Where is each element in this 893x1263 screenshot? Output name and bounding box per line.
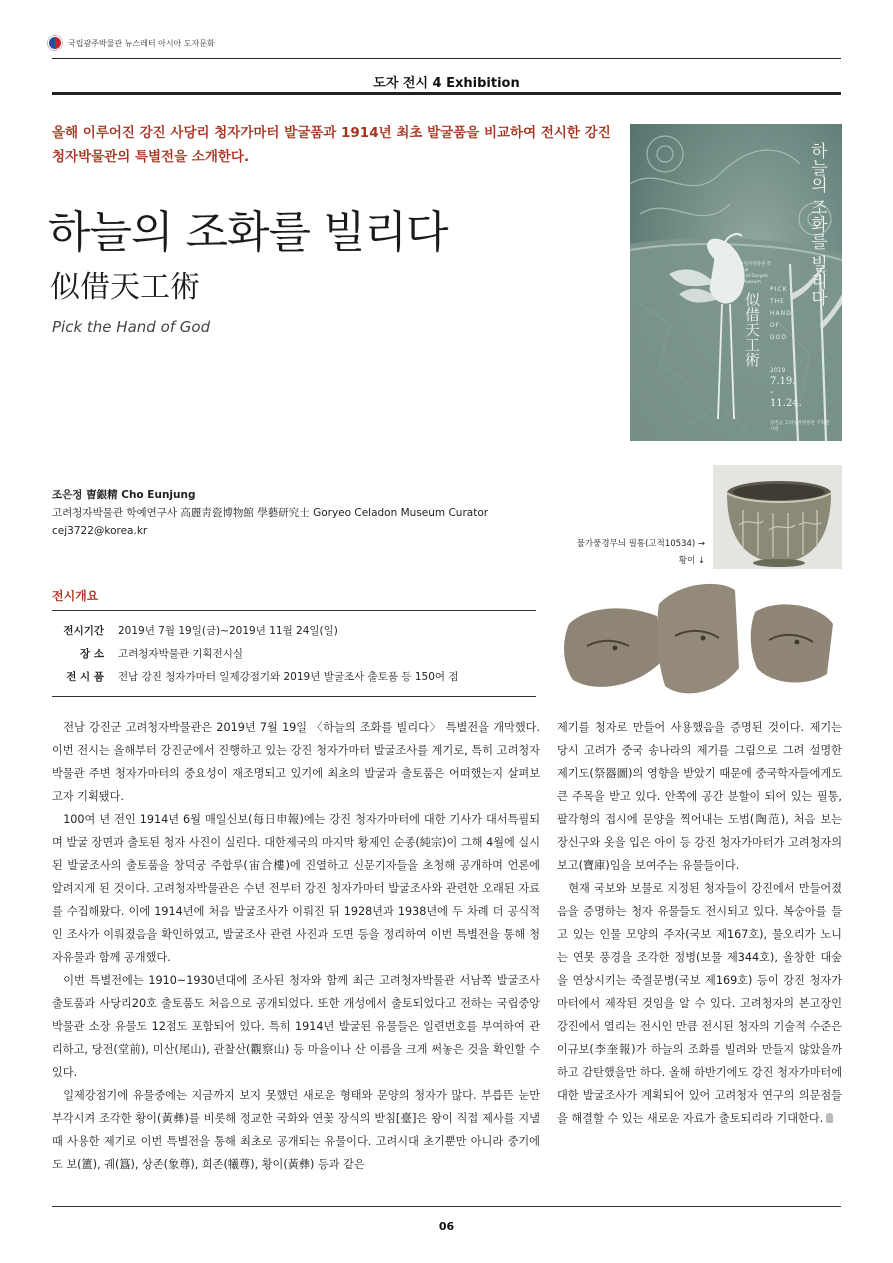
body-paragraph: 전남 강진군 고려청자박물관은 2019년 7월 19일 〈하늘의 조화를 빌리다〉 특별전을 개막했다. 이번 전시는 올해부터 강진군에서 진행하고 있는 강진 청자가마터 발굴조사를 계기로, 특히 고려청자박물관 주변 청자가마터의 중요성이 재조명되고 있기에 최초의 발굴과 출토품은 어떠했는지 살펴보고자 기획됐다. bbox=[52, 721, 540, 803]
overview-value: 2019년 7월 19일(금)~2019년 11월 24일(일) bbox=[118, 625, 338, 637]
page-number: 06 bbox=[438, 1220, 455, 1233]
overview-rule-top bbox=[52, 610, 536, 611]
body-paragraph: 이번 특별전에는 1910~1930년대에 조사된 청자와 함께 최근 고려청자박물관 서남쪽 발굴조사 출토품과 사당리20호 출토품도 처음으로 공개되었다. 또한 개성에서 출토되었다고 전하는 국립중앙박물관 소장 유물도 12점도 포함되어 있다. 특히 1914년 발굴된 유물들은 일련번호를 부여하여 관리하고, 당전(堂前), 미산(尾山), 관찰산(觀察山) 등 마을이나 산 이름을 크게 써놓은 것을 확인할 수 있다. bbox=[52, 974, 540, 1079]
section-title: 도자 전시 4 Exhibition bbox=[373, 76, 520, 91]
body-paragraph: 현재 국보와 보물로 지정된 청자들이 강진에서 만들어졌음을 증명하는 청자 유물들도 전시되고 있다. 복숭아를 들고 있는 인물 모양의 주자(국보 제167호), 물오리가 노니는 연못 풍경을 조각한 정병(보물 제344호), 올창한 대숲을 연상시키는 죽절문병(국보 제169호) 등이 강진 청자가마터에서 제작된 것임을 알 수 있다. 고려청자의 본고장인 강진에서 열리는 전시인 만큼 전시된 청자의 기술적 수준은 이규보(李奎報)가 하늘의 조화를 빌려와 만들지 않았을까하고 감탄했을만 하다. 올해 하반기에도 강진 청자가마터에 대한 발굴조사가 계획되어 있어 고려청자 연구의 의문점들을 해결할 수 있는 새로운 자료가 출토되리라 기대한다. bbox=[557, 882, 842, 1125]
bowl-caption: 물가풍경무늬 필통(고적10534) → bbox=[576, 539, 705, 549]
brush-holder-photo bbox=[713, 465, 842, 569]
overview-row bbox=[52, 666, 536, 689]
exhibition-poster bbox=[630, 124, 842, 441]
end-mark-icon bbox=[826, 1113, 833, 1123]
overview-rule-bottom bbox=[52, 696, 536, 697]
shards-caption: 황이 ↓ bbox=[678, 556, 705, 566]
poster-english: PICK THE HAND OF GOD bbox=[770, 286, 792, 341]
poster-hanja: 似借天工術 bbox=[743, 292, 761, 367]
overview-key: 장 소 bbox=[80, 648, 104, 660]
lead-text: 올해 이루어진 강진 사당리 청자가마터 발굴품과 1914년 최초 발굴품을 비교하여 전시한 강진 청자박물관의 특별전을 소개한다. bbox=[52, 125, 611, 165]
overview-key: 전시기간 bbox=[63, 625, 104, 637]
photo-caption bbox=[570, 536, 705, 570]
museum-logo-icon bbox=[48, 36, 62, 50]
article-title-en: Pick the Hand of God bbox=[52, 318, 211, 336]
author-name: 조은정 曺銀精 Cho Eunjung bbox=[52, 489, 196, 501]
section-rule bbox=[52, 92, 841, 95]
body-paragraph: 일제강점기에 유물중에는 지금까지 보지 못했던 새로운 형태와 문양의 청자가 많다. 부릅뜬 눈만 부각시켜 조각한 황이(黃彝)를 비롯해 정교한 국화와 연꽃 장식의 받침[臺]은 왕이 직접 제사를 지낼 때 사용한 제기로 이번 특별전을 통해 최초로 공개되는 유물이다. 고려시대 초기뿐만 아니라 중기에도 보(簠), 궤(簋), 상존(象尊), 희존(犧尊), 황이(黃彝) 등과 같은 bbox=[52, 1089, 540, 1171]
article-title-hanja: 似借天工術 bbox=[50, 270, 200, 305]
body-column-right bbox=[557, 716, 842, 1130]
body-column-left bbox=[52, 716, 540, 1176]
poster-small-text: 2019 고려청자박물관 특별전 Special Exhibition of Goryeo Celadon Museum bbox=[722, 262, 772, 285]
overview-row bbox=[52, 643, 536, 666]
overview-row bbox=[52, 620, 536, 643]
overview-heading: 전시개요 bbox=[52, 589, 99, 603]
overview-table bbox=[52, 620, 536, 689]
publication-header bbox=[48, 36, 215, 50]
overview-value: 전남 강진 청자가마터 일제강점기와 2019년 발굴조사 출토품 등 150여 점 bbox=[118, 671, 459, 683]
poster-dates: 7.19. - 11.24. bbox=[770, 376, 802, 409]
author-email: cej3722@korea.kr bbox=[52, 525, 148, 537]
hwangi-shards-photo bbox=[557, 576, 842, 706]
footer-rule bbox=[52, 1206, 841, 1207]
author-affiliation: 고려청자박물관 학예연구사 高麗靑瓷博物館 學藝研究士 Goryeo Celadon Museum Curator bbox=[52, 507, 489, 519]
author-block bbox=[52, 486, 488, 540]
publication-name: 국립광주박물관 뉴스레터 아시아 도자문화 bbox=[68, 38, 215, 48]
body-paragraph: 제기를 청자로 만들어 사용했음을 증명된 것이다. 제기는 당시 고려가 중국 송나라의 제기를 그림으로 그려 설명한 제기도(祭器圖)의 영향을 받았기 때문에 중국학자들에게도 큰 주목을 받고 있다. 안쪽에 공간 분할이 되어 있는 필통, 팔각형의 접시에 문양을 찍어내는 도범(陶范), 처음 보는 장신구와 옷을 입은 아이 등 강진 청자가마터가 고려청자의 보고(寶庫)임을 보여주는 유물들이다. bbox=[557, 721, 842, 872]
poster-year: 2019 bbox=[770, 367, 786, 374]
header-rule bbox=[52, 58, 841, 59]
body-paragraph: 100여 년 전인 1914년 6월 매일신보(每日申報)에는 강진 청자가마터에 대한 기사가 대서특필되며 발굴 장면과 출토된 청자 사진이 실린다. 대한제국의 마지막 황제인 순종(純宗)이 그해 4월에 실시된 발굴조사의 출토품을 창덕궁 주합루(宙合樓)에 진열하고 신문기자들을 초청해 공개하며 언론에 알려지게 된 것이다. 고려청자박물관은 수년 전부터 강진 청자가마터 발굴조사와 관련한 오래된 자료를 수집해왔다. 이에 1914년에 처음 발굴조사가 이뤄진 뒤 1928년과 1938년에 두 차례 더 공식적인 조사가 이뤄졌음을 확인하였고, 발굴조사 관련 사진과 도면 등을 정리하여 이번 특별전을 통해 청자유물과 함께 공개했다. bbox=[52, 813, 540, 964]
poster-title: 하늘의 조화를 빌리다 bbox=[807, 142, 827, 306]
overview-key: 전 시 품 bbox=[66, 671, 104, 683]
poster-bottom-text: 강진군 고려청자박물관 기획전시실 bbox=[770, 421, 830, 432]
article-title: 하늘의 조화를 빌리다 bbox=[48, 207, 448, 258]
overview-value: 고려청자박물관 기획전시실 bbox=[118, 648, 244, 660]
